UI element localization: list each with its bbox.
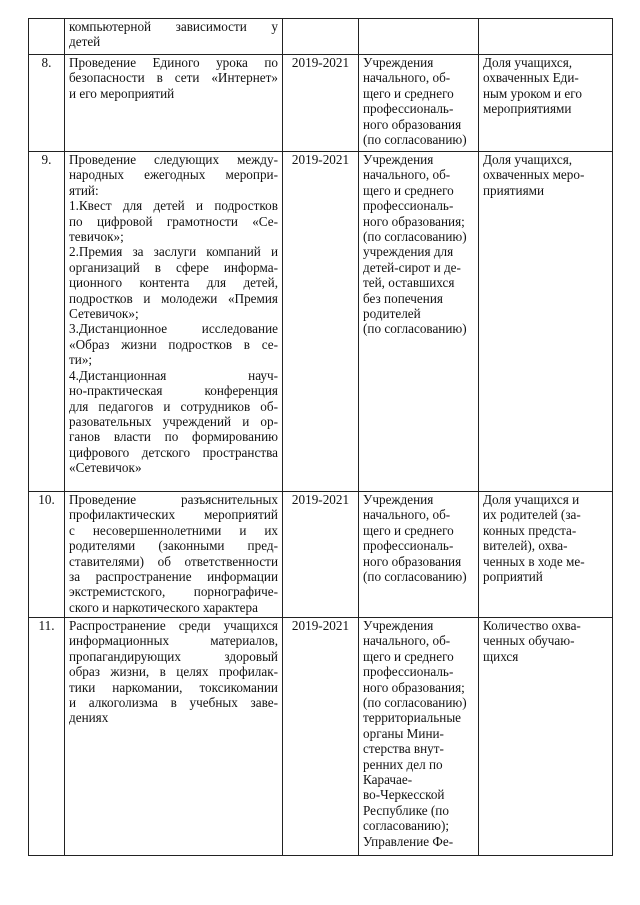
text-line: профессиональ- [363,198,454,214]
text-line: начального, об- [363,167,451,183]
text-line: и алкоголизма в учебных заве- [69,695,278,711]
text-line: компьютерной зависимости у [69,19,278,34]
text-line: ного образования [363,116,462,132]
text-line: (по согласованию) [363,132,467,148]
text-line: пропагандирующих здоровый [69,648,278,664]
row-number-cell: 8. [29,55,65,152]
text-line: охваченных меро- [483,167,585,183]
text-line: родителей [363,306,421,322]
text-line: народных ежегодных меропри- [69,167,278,183]
text-line: мероприятиями [483,101,572,117]
table-row [29,618,613,856]
text-line: разовательных учреждений и ор- [69,413,278,429]
text-line: Количество охва- [483,618,581,633]
text-line: экстремистского, порнографиче- [69,584,278,600]
text-line: ятий: [69,182,99,198]
action-cell [65,618,283,856]
text-line: Учреждения [363,152,434,167]
text-line: Карачае- [363,772,413,788]
text-line: 4.Дистанционная науч- [69,367,278,383]
indicator-cell [479,55,613,152]
text-line: территориальные [363,710,462,726]
text-line: за распространение информации [69,569,278,585]
text-line: дениях [69,710,109,726]
indicator-cell [479,152,613,492]
text-line: ского и наркотического характера [69,599,258,615]
table-row [29,55,613,152]
text-line: ренних дел по [363,756,443,772]
text-line: 3.Дистанционное исследование [69,321,278,337]
measures-table [28,18,613,856]
text-line: учреждения для [363,244,454,260]
text-line: для педагогов и сотрудников об- [69,398,278,414]
text-line: Доля учащихся и [483,492,580,507]
text-line: начального, об- [363,633,451,649]
text-line: Доля учащихся, [483,55,573,70]
text-line: приятиями [483,182,545,198]
executor-cell [359,19,479,55]
text-line: по цифровой грамотности «Се- [69,213,278,229]
text-line: ного образования; [363,679,465,695]
text-line: органы Мини- [363,725,444,741]
text-line: щихся [483,648,519,664]
years-cell [283,19,359,55]
text-line: (по согласованию) [363,695,467,711]
text-line: Управление Фе- [363,833,454,849]
text-line: роприятий [483,569,543,585]
text-line: Учреждения [363,55,434,70]
text-line: ганов власти по формированию [69,429,278,445]
table-row [29,19,613,55]
indicator-cell [479,19,613,55]
text-line: (по согласованию) [363,229,467,245]
text-line: профессиональ- [363,664,454,680]
text-line: тей, оставшихся [363,275,455,291]
row-number-cell: 11. [29,618,65,856]
action-cell [65,152,283,492]
text-line: ного образования; [363,213,465,229]
executor-cell [359,152,479,492]
text-line: цифрового детского пространства [69,444,278,460]
years-cell: 2019-2021 [283,55,359,152]
text-line: но-практическая конференция [69,383,278,399]
text-line: во-Черкесской [363,787,445,803]
text-line: Проведение Единого урока по [69,55,278,70]
text-line: Проведение разъяснительных [69,492,278,507]
text-line: (по согласованию) [363,569,467,585]
executor-cell [359,492,479,618]
table-body [29,19,613,856]
action-cell [65,19,283,55]
text-line: щего и среднего [363,522,454,538]
text-line: 1.Квест для детей и подростков [69,198,278,214]
text-line: их родителей (за- [483,507,581,523]
text-line: Сетевичок»; [69,306,139,322]
text-line: стерства внут- [363,741,444,757]
text-line: детей-сирот и де- [363,259,461,275]
executor-cell [359,618,479,856]
text-line: щего и среднего [363,182,454,198]
years-cell: 2019-2021 [283,618,359,856]
text-line: и его мероприятий [69,85,175,101]
text-line: тики наркомании, токсикомании [69,679,278,695]
text-line: 2.Премия за заслуги компаний и [69,244,278,260]
text-line: образ жизни, в целях профилак- [69,664,278,680]
text-line: «Образ жизни подростков в се- [69,336,278,352]
years-cell: 2019-2021 [283,492,359,618]
text-line: профессиональ- [363,101,454,117]
text-line: щего и среднего [363,648,454,664]
text-line: информационных материалов, [69,633,278,649]
indicator-cell [479,618,613,856]
text-line: начального, об- [363,70,451,86]
text-line: Учреждения [363,492,434,507]
text-line: ного образования [363,553,462,569]
text-line: с несовершеннолетними и их [69,522,278,538]
years-cell: 2019-2021 [283,152,359,492]
text-line: конных предста- [483,522,577,538]
text-line: ти»; [69,352,93,368]
text-line: Республике (по [363,802,449,818]
text-line: организаций в сфере информа- [69,259,278,275]
row-number-cell [29,19,65,55]
text-line: Учреждения [363,618,434,633]
action-cell [65,55,283,152]
text-line: Распространение среди учащихся [69,618,278,633]
text-line: вителей), охва- [483,538,568,554]
text-line: Доля учащихся, [483,152,573,167]
row-number-cell: 10. [29,492,65,618]
text-line: родителями (законными пред- [69,538,278,554]
text-line: охваченных Еди- [483,70,579,86]
text-line: начального, об- [363,507,451,523]
text-line: ставителями) об ответственности [69,553,278,569]
row-number-cell: 9. [29,152,65,492]
table-row [29,152,613,492]
text-line: профессиональ- [363,538,454,554]
text-line: согласованию); [363,818,449,834]
text-line: (по согласованию) [363,321,467,337]
action-cell [65,492,283,618]
text-line: детей [69,34,101,50]
text-line: безопасности в сети «Интернет» [69,70,278,86]
text-line: ченных в ходе ме- [483,553,585,569]
text-line: «Сетевичок» [69,460,142,476]
text-line: тевичок»; [69,229,124,245]
text-line: без попечения [363,290,443,306]
text-line: щего и среднего [363,85,454,101]
text-line: подростков и молодежи «Премия [69,290,278,306]
executor-cell [359,55,479,152]
indicator-cell [479,492,613,618]
text-line: ным уроком и его [483,85,582,101]
text-line: профилактических мероприятий [69,507,278,523]
text-line: ченных обучаю- [483,633,575,649]
table-row [29,492,613,618]
text-line: ционного контента для детей, [69,275,278,291]
text-line: Проведение следующих между- [69,152,278,167]
